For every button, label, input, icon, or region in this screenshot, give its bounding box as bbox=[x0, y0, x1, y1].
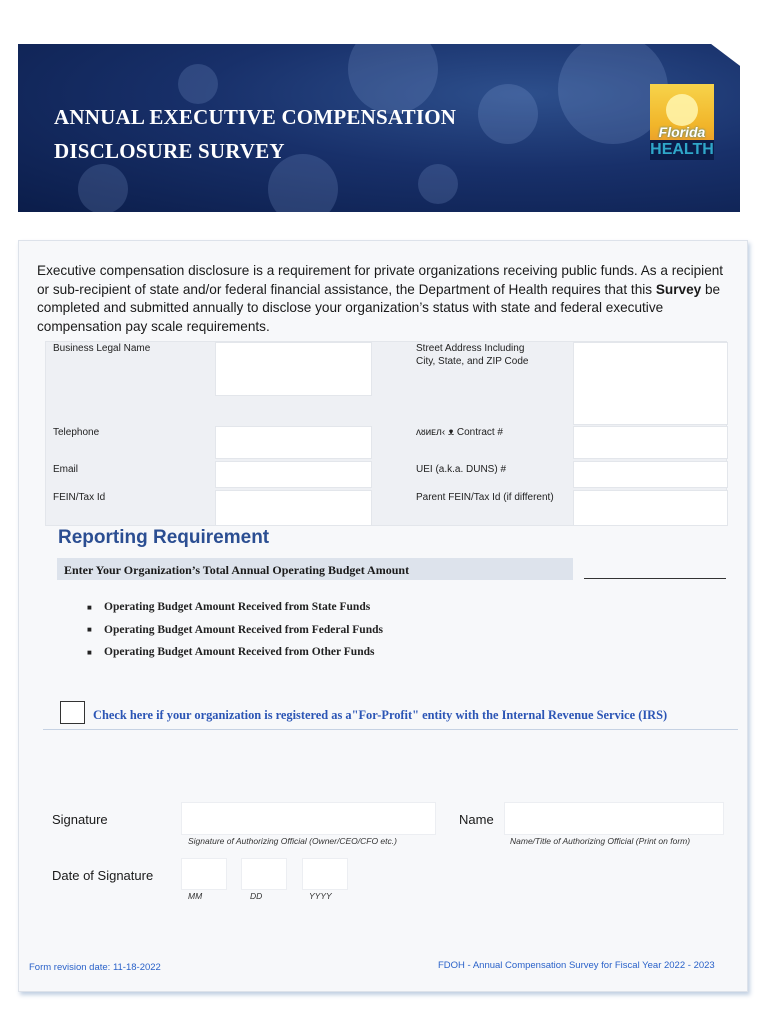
business-legal-name-label: Business Legal Name bbox=[53, 343, 151, 354]
signature-hint: Signature of Authorizing Official (Owner/CEO/CFO etc.) bbox=[188, 836, 397, 846]
name-label: Name bbox=[459, 812, 494, 827]
intro-text-end: be completed and submitted annually to disclose your organization’s status with state and federal executive compensation pay scale requirements. bbox=[37, 281, 721, 334]
date-of-signature-label: Date of Signature bbox=[52, 868, 154, 883]
signature-field[interactable] bbox=[181, 802, 436, 835]
organization-info-table bbox=[45, 341, 727, 526]
total-budget-label: Enter Your Organization’s Total Annual Operating Budget Amount bbox=[64, 563, 410, 577]
street-address-input[interactable] bbox=[573, 342, 728, 425]
for-profit-checkbox[interactable] bbox=[60, 701, 85, 724]
list-item bbox=[87, 641, 487, 664]
street-address-label-line-2: City, State, and ZIP Code bbox=[416, 356, 529, 367]
total-budget-input[interactable] bbox=[584, 578, 726, 579]
survey-footer-text: FDOH - Annual Compensation Survey for Fiscal Year 2022 - 2023 bbox=[438, 960, 715, 971]
year-hint: YYYY bbox=[309, 891, 332, 901]
page-title bbox=[54, 100, 514, 168]
street-address-label bbox=[416, 342, 528, 368]
bullet-icon: ■ bbox=[87, 647, 92, 657]
bullet-icon: ■ bbox=[87, 625, 92, 635]
sun-icon bbox=[666, 94, 698, 126]
list-item bbox=[87, 596, 487, 619]
page-title-line-2: DISCLOSURE SURVEY bbox=[54, 139, 285, 163]
intro-paragraph bbox=[37, 262, 737, 336]
parent-fein-label: Parent FEIN/Tax Id (if different) bbox=[416, 492, 554, 503]
street-address-label-line-1: Street Address Including bbox=[416, 343, 525, 354]
bullet-icon: ■ bbox=[87, 602, 92, 612]
page-title-line-1: ANNUAL EXECUTIVE COMPENSATION bbox=[54, 105, 457, 129]
list-item bbox=[87, 619, 487, 642]
section-divider bbox=[43, 729, 738, 730]
contract-number-label bbox=[416, 426, 503, 439]
logo-word-health: HEALTH bbox=[650, 141, 714, 158]
for-profit-checkbox-label: Check here if your organization is registered as a"For-Profit" entity with the Internal Revenue Service (IRS) bbox=[93, 708, 668, 722]
banner-decoration bbox=[418, 164, 458, 204]
reporting-requirement-heading: Reporting Requirement bbox=[58, 527, 270, 548]
contract-number-input[interactable] bbox=[573, 426, 728, 459]
contract-label-suffix: Contract # bbox=[456, 427, 503, 438]
fein-input[interactable] bbox=[215, 490, 372, 526]
business-legal-name-input[interactable] bbox=[215, 342, 372, 396]
bullet-text: Operating Budget Amount Received from Federal Funds bbox=[104, 623, 383, 636]
email-input[interactable] bbox=[215, 461, 372, 488]
uei-label: UEI (a.k.a. DUNS) # bbox=[416, 464, 507, 475]
telephone-label: Telephone bbox=[53, 427, 100, 438]
banner-decoration bbox=[78, 164, 128, 212]
date-day-field[interactable] bbox=[241, 858, 287, 890]
logo-word-florida: Florida bbox=[658, 124, 706, 140]
bullet-text: Operating Budget Amount Received from State Funds bbox=[104, 601, 371, 614]
bullet-text: Operating Budget Amount Received from Other Funds bbox=[104, 646, 375, 659]
budget-bullet-list bbox=[87, 596, 487, 664]
day-hint: DD bbox=[250, 891, 263, 901]
parent-fein-input[interactable] bbox=[573, 490, 728, 526]
florida-health-logo bbox=[650, 84, 714, 160]
signature-label: Signature bbox=[52, 812, 108, 827]
date-year-field[interactable] bbox=[302, 858, 348, 890]
telephone-input[interactable] bbox=[215, 426, 372, 459]
email-label: Email bbox=[53, 464, 79, 475]
contract-label-prefix: ᴧᴕᴎᴇᴫ‹ ᴥ bbox=[416, 427, 455, 438]
banner-decoration bbox=[178, 64, 218, 104]
uei-input[interactable] bbox=[573, 461, 728, 488]
date-month-field[interactable] bbox=[181, 858, 227, 890]
name-field[interactable] bbox=[504, 802, 724, 835]
intro-text-start: Executive compensation disclosure is a requirement for private organizations receiving public funds. As a recipient or sub-recipient of state and/or federal financial assistance, the Department of Health requires that this bbox=[37, 263, 724, 297]
name-hint: Name/Title of Authorizing Official (Print on form) bbox=[510, 836, 691, 846]
month-hint: MM bbox=[188, 891, 203, 901]
form-revision-date: Form revision date: 11-18-2022 bbox=[29, 962, 161, 973]
fein-label: FEIN/Tax Id bbox=[53, 492, 106, 503]
intro-text-bold: Survey bbox=[655, 281, 702, 297]
